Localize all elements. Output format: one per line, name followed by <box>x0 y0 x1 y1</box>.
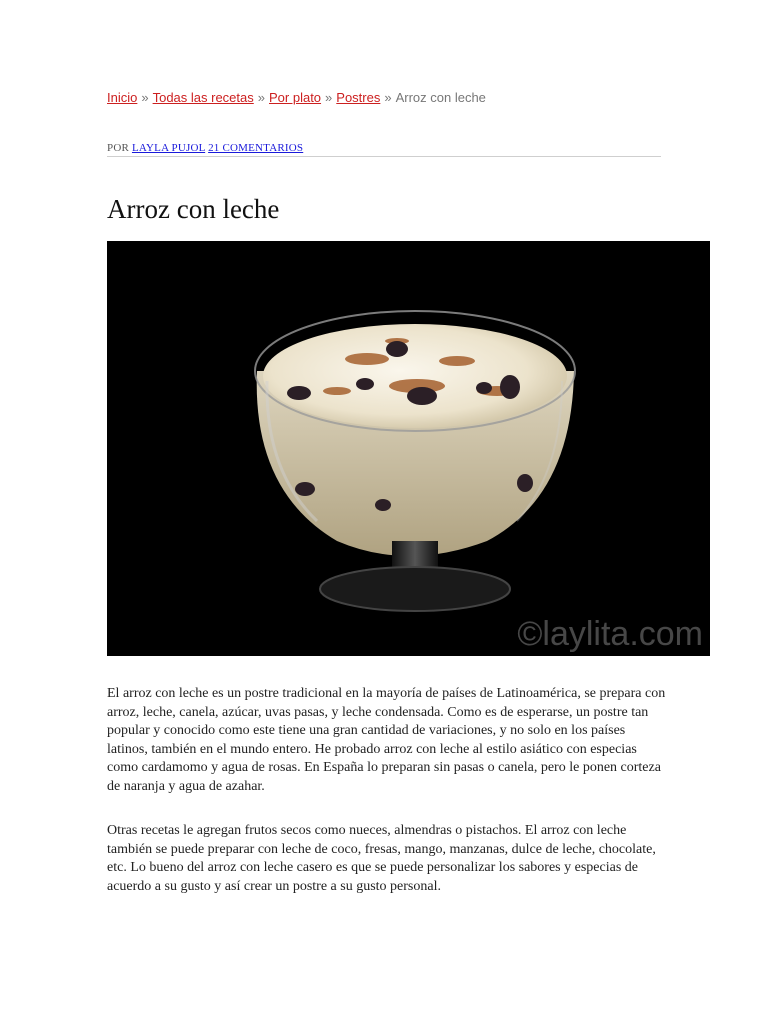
breadcrumb-separator: » <box>141 90 149 105</box>
breadcrumb-link-inicio[interactable]: Inicio <box>107 90 138 105</box>
article-paragraph: Otras recetas le agregan frutos secos como nueces, almendras o pistachos. El arroz con leche también se puede preparar con leche de coco, fresas, mango, manzanas, dulce de leche, chocolate, etc. Lo bueno del arroz con leche casero es que se puede personalizar los sabores y especias de acuerdo a su gusto y así crear un postre a su gusto personal. <box>107 823 656 894</box>
author-link[interactable]: LAYLA PUJOL <box>131 142 206 154</box>
photo-watermark: ©laylita.com <box>517 615 703 653</box>
breadcrumb-separator: » <box>257 90 265 105</box>
byline-prefix: POR <box>107 142 129 154</box>
breadcrumb-link-todas-las-recetas[interactable]: Todas las recetas <box>152 90 254 105</box>
breadcrumb <box>107 90 486 105</box>
article-paragraph: El arroz con leche es un postre tradicional en la mayoría de países de Latinoamérica, se prepara con arroz, leche, canela, azúcar, uvas pasas, y leche condensada. Como es de esperarse, un postre tan popular y conocido como este tiene una gran cantidad de variaciones, y no solo en los países latinos, también en el mundo entero. He probado arroz con leche al estilo asiático con especias como cardamomo y agua de rosas. En España lo preparan sin pasas o canela, pero le ponen corteza de naranja y agua de azahar. <box>107 686 666 794</box>
article-title: Arroz con leche <box>107 194 280 224</box>
breadcrumb-link-postres[interactable]: Postres <box>336 90 381 105</box>
breadcrumb-current: Arroz con leche <box>395 90 486 105</box>
comments-link[interactable]: 21 COMENTARIOS <box>208 142 304 154</box>
breadcrumb-separator: » <box>384 90 392 105</box>
rice-pudding-image <box>107 241 710 656</box>
breadcrumb-separator: » <box>325 90 333 105</box>
byline <box>107 142 661 157</box>
breadcrumb-link-por-plato[interactable]: Por plato <box>269 90 322 105</box>
recipe-photo <box>107 241 710 656</box>
